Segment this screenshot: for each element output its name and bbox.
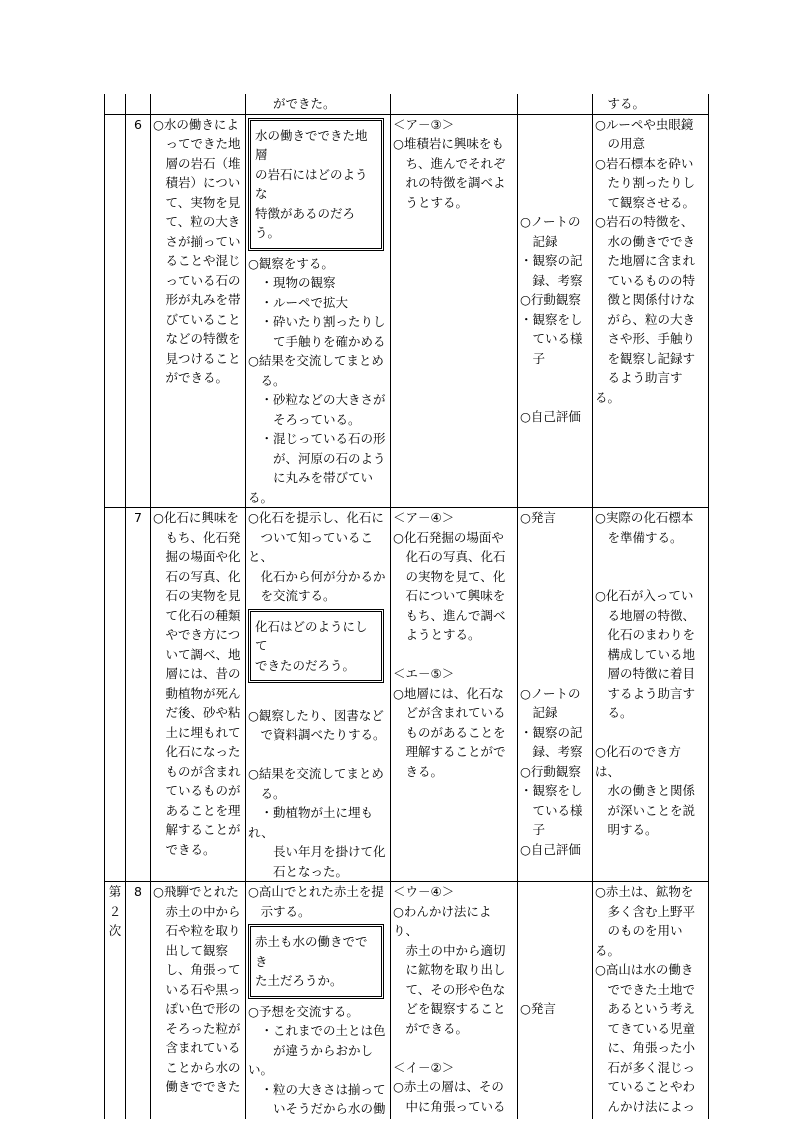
text-line: ち、進んでそれぞ — [393, 155, 506, 171]
text-line: た地層に含まれ — [595, 253, 696, 268]
text-line: て手触りを確かめる — [248, 333, 386, 349]
text-line: やでき方につ — [153, 627, 241, 642]
text-line: 子 — [520, 822, 546, 837]
text-line: に鉱物を取り出し — [393, 962, 506, 977]
text-line: 形が丸みを帯 — [153, 292, 241, 307]
text-line: いる石や黒っ — [153, 981, 241, 997]
text-line: ○岩石の特徴を、 — [595, 214, 694, 229]
text-line: ていることやわ — [595, 1079, 696, 1094]
text-line: ○自己評価 — [520, 841, 581, 857]
text-line: 明する。 — [595, 822, 658, 837]
blank-line — [520, 586, 588, 606]
text-line: ってできた地 — [153, 136, 241, 151]
blank-line — [248, 686, 386, 706]
text-line: ○発言 — [520, 510, 556, 525]
text-line: 徴と関係付けな — [595, 292, 696, 307]
lesson-plan-table — [104, 94, 709, 1119]
text-line: ・観察をし — [520, 783, 583, 798]
text-line: などの特徴を — [153, 331, 241, 346]
text-line: ○化石発掘の場面や — [393, 529, 504, 545]
text-line: が、河原の石のよう — [248, 450, 386, 466]
text-line: 記録 — [520, 233, 558, 249]
text-line: するよう助言す — [595, 685, 696, 701]
text-line: 長い年月を掛けて化 — [248, 844, 386, 859]
blank-line — [520, 941, 588, 961]
text-line: ○観察をする。 — [248, 255, 334, 271]
blank-line — [595, 547, 704, 567]
support-cell — [593, 882, 709, 1119]
text-line: ・混じっている石の形 — [248, 431, 386, 446]
text-line: ○発言 — [520, 1001, 556, 1016]
blank-line — [393, 645, 513, 665]
text-line: 石の写真、化 — [153, 568, 241, 584]
text-line: 積岩）につい — [153, 175, 241, 190]
text-line: ているものの特 — [595, 272, 696, 288]
text-line: 子 — [520, 350, 546, 366]
blank-line — [520, 368, 588, 388]
blank-line — [520, 115, 588, 135]
text-line: ・観察の記 — [520, 253, 583, 268]
text-line: ものが含まれ — [153, 763, 241, 779]
blank-line — [520, 134, 588, 154]
text-line: ぽい色で形の — [153, 1001, 241, 1016]
blank-line — [520, 193, 588, 213]
text-line: あるという考え — [595, 1001, 696, 1016]
text-line: ○岩石標本を砕い — [595, 155, 694, 171]
text-line: ○化石が入ってい — [595, 588, 694, 603]
text-line: もち、進んで調べ — [393, 607, 506, 623]
text-line: るよう助言する。 — [595, 370, 683, 405]
text-line: ＜ウ－④＞ — [393, 884, 455, 899]
text-line: ようとする。 — [393, 627, 481, 642]
text-line: 理解することがで — [393, 744, 506, 759]
phase-char: 次 — [108, 923, 122, 938]
blank-line — [520, 567, 588, 587]
text-line: びていること — [153, 311, 241, 327]
lesson-row — [105, 114, 709, 508]
viewpoint-cell — [391, 508, 518, 882]
blank-line — [520, 980, 588, 1000]
key-question-box — [248, 118, 384, 251]
text-line: て観察させる。 — [595, 194, 696, 210]
text-line: 層の特徴に着目 — [595, 666, 696, 681]
text-line: のものを用いる。 — [595, 923, 683, 958]
blank-line — [520, 173, 588, 193]
text-line: どが含まれている — [393, 705, 506, 720]
text-line: がら、粒の大き — [595, 311, 696, 327]
text-line: て化石の種類 — [153, 607, 241, 623]
text-line: だ後、砂や粘 — [153, 705, 241, 720]
text-line: ができる。 — [393, 1020, 469, 1036]
text-line: する。 — [595, 96, 646, 111]
question-line: の岩石にはどのような — [255, 166, 368, 201]
text-line: 石の実物を見 — [153, 588, 241, 603]
blank-line — [595, 723, 704, 743]
text-line: さや形、手触り — [595, 331, 696, 346]
text-line: うとする。 — [393, 194, 469, 210]
text-line: 中に角張っている — [393, 1098, 506, 1114]
text-line: いて調べ、地 — [153, 646, 241, 662]
text-line: が違うからおかしい。 — [248, 1042, 374, 1077]
blank-line — [520, 902, 588, 922]
text-line: が深いことを説 — [595, 802, 696, 818]
text-line: る。 — [248, 372, 286, 388]
text-line: 層には、昔の — [153, 666, 241, 681]
text-line: んかけ法によっ — [595, 1098, 696, 1114]
text-line: て、実物を見 — [153, 194, 241, 210]
viewpoint-cell — [391, 882, 518, 1119]
text-line: ○高山でとれた赤土を提 — [248, 884, 384, 899]
aims-cell — [151, 882, 246, 1119]
support-cell — [593, 94, 709, 114]
text-line: 含まれている — [153, 1040, 241, 1055]
text-line: ○赤土は、鉱物を — [595, 884, 694, 899]
text-line: ついて知っていること、 — [248, 529, 374, 564]
text-line: 水の働きと関係 — [595, 783, 696, 798]
text-line: もち、化石発 — [153, 529, 241, 545]
blank-line — [248, 745, 386, 765]
text-line: ○ノートの — [520, 685, 581, 701]
phase-char: ２ — [108, 903, 122, 919]
text-line: に丸みを帯びている。 — [248, 470, 374, 505]
lesson-number-cell: 8 — [126, 882, 151, 1119]
text-line: 土に埋もれて — [153, 724, 241, 740]
text-line: きる。 — [393, 763, 444, 779]
text-line: ている様 — [520, 331, 583, 346]
text-line: れの特徴を調べよ — [393, 175, 506, 190]
support-cell — [593, 508, 709, 882]
text-line: 出して観察 — [153, 942, 229, 958]
text-line: ○予想を交流する。 — [248, 1003, 359, 1019]
text-line: 働きでできた — [153, 1079, 241, 1094]
text-line: 化石になった — [153, 744, 241, 759]
text-line: ○高山は水の働き — [595, 962, 694, 977]
text-line: ○化石のでき方は、 — [595, 744, 681, 779]
viewpoint-cell — [391, 94, 518, 114]
phase-char: 第 — [108, 884, 122, 899]
text-line: 多く含む上野平 — [595, 903, 696, 919]
aims-cell — [151, 94, 246, 114]
text-line: る。 — [595, 705, 633, 720]
blank-line — [595, 567, 704, 587]
text-line: ができる。 — [153, 370, 229, 385]
text-line: 化石のまわりを — [595, 627, 696, 642]
question-line: 特徴があるのだろう。 — [255, 205, 356, 240]
text-line: ＜ア－③＞ — [393, 116, 455, 132]
text-line: し、角張って — [153, 962, 241, 977]
blank-line — [520, 882, 588, 902]
aims-cell — [151, 508, 246, 882]
blank-line — [520, 664, 588, 684]
text-line: ○行動観察 — [520, 763, 581, 779]
activities-cell — [246, 94, 391, 114]
text-line: てきている児童 — [595, 1020, 696, 1036]
text-line: ○実際の化石標本 — [595, 510, 694, 525]
evaluation-cell — [518, 94, 593, 114]
text-line: ・観察の記 — [520, 724, 583, 740]
lesson-row — [105, 882, 709, 1119]
text-line: を観察し記録す — [595, 350, 696, 366]
blank-line — [520, 625, 588, 645]
text-line: ○赤土の層は、その — [393, 1079, 504, 1094]
text-line: ・観察をし — [520, 311, 583, 327]
text-line: ているものが — [153, 783, 241, 798]
text-line: ○飛騨でとれた — [153, 884, 239, 899]
text-line: ・これまでの土とは色 — [248, 1023, 386, 1038]
text-line: を準備する。 — [595, 529, 683, 545]
text-line: どを観察すること — [393, 1001, 506, 1016]
text-line: の実物を見て、化 — [393, 568, 506, 584]
text-line: あることを理 — [153, 802, 241, 818]
text-line: でできた土地で — [595, 981, 696, 997]
phase-cell — [105, 508, 126, 882]
blank-line — [520, 606, 588, 626]
text-line: ・粒の大きさは揃って — [248, 1081, 386, 1097]
text-line: ○結果を交流してまとめ — [248, 766, 384, 781]
text-line: ことから水の — [153, 1059, 241, 1075]
key-question-box — [248, 924, 384, 999]
blank-line — [393, 1038, 513, 1058]
text-line: 示する。 — [248, 903, 311, 919]
text-line: そろった粒が — [153, 1020, 241, 1036]
text-line: ・砂粒などの大きさが — [248, 392, 386, 407]
text-line: て、粒の大き — [153, 214, 241, 229]
text-line: たり割ったりし — [595, 175, 696, 190]
text-line: 動植物が死ん — [153, 685, 241, 701]
text-line: 石となった。 — [248, 863, 349, 879]
text-line: る地層の特徴、 — [595, 607, 696, 623]
key-question-box — [248, 609, 384, 684]
text-line: ができた。 — [248, 96, 336, 111]
text-line: 構成している地 — [595, 646, 696, 662]
text-line: て、その形や色な — [393, 981, 506, 997]
text-line: 石や粒を取り — [153, 923, 241, 938]
text-line: ○水の働きによ — [153, 116, 239, 132]
support-cell — [593, 114, 709, 508]
evaluation-cell — [518, 882, 593, 1119]
activities-cell — [246, 882, 391, 1119]
text-line: で資料調べたりする。 — [248, 727, 386, 742]
text-line: 解することが — [153, 822, 241, 837]
text-line: 石が多く混じっ — [595, 1059, 696, 1075]
activities-cell — [246, 508, 391, 882]
blank-line — [520, 528, 588, 548]
text-line: 録、考察 — [520, 744, 583, 759]
question-line: できたのだろう。 — [255, 657, 356, 673]
text-line: ○自己評価 — [520, 409, 581, 424]
text-line: ＜イ－②＞ — [393, 1059, 455, 1075]
lesson-row — [105, 94, 709, 114]
phase-cell — [105, 882, 126, 1119]
text-line: ○行動観察 — [520, 292, 581, 307]
text-line: 赤土の中から適切 — [393, 942, 506, 958]
text-line: ○観察したり、図書など — [248, 707, 384, 723]
text-line: ることや混じ — [153, 253, 241, 268]
question-line: 化石はどのようにして — [255, 618, 368, 653]
text-line: 赤土の中から — [153, 903, 241, 919]
text-line: 水の働きででき — [595, 233, 696, 249]
blank-line — [520, 547, 588, 567]
text-line: 録、考察 — [520, 272, 583, 288]
aims-cell — [151, 114, 246, 508]
text-line: ○化石を提示し、化石に — [248, 510, 384, 525]
text-line: ・動植物が土に埋もれ、 — [248, 805, 374, 840]
text-line: さが揃ってい — [153, 233, 241, 249]
text-line: ○結果を交流してまとめ — [248, 353, 384, 368]
text-line: できる。 — [153, 841, 216, 857]
text-line: そろっている。 — [248, 411, 361, 427]
text-line: 掘の場面や化 — [153, 549, 241, 564]
text-line: ・現物の観察 — [248, 275, 336, 290]
text-line: 見つけること — [153, 350, 241, 366]
text-line: ・ルーペで拡大 — [248, 294, 349, 310]
blank-line — [520, 645, 588, 665]
text-line: ○ノートの — [520, 214, 581, 229]
blank-line — [520, 154, 588, 174]
text-line: ○ルーペや虫眼鏡 — [595, 116, 694, 132]
text-line: ＜エ－⑤＞ — [393, 666, 455, 681]
text-line: ○わんかけ法により、 — [393, 903, 492, 938]
blank-line — [520, 921, 588, 941]
lesson-number-cell: 6 — [126, 114, 151, 508]
text-line: いそうだから水の働 — [248, 1101, 386, 1116]
text-line: の用意 — [595, 136, 646, 151]
text-line: 化石から何が分かるか — [248, 568, 386, 584]
evaluation-cell — [518, 508, 593, 882]
phase-cell — [105, 94, 126, 114]
question-line: た土だろうか。 — [255, 973, 343, 988]
text-line: ○地層には、化石な — [393, 685, 504, 701]
activities-cell — [246, 114, 391, 508]
text-line: 石について興味を — [393, 588, 506, 603]
lesson-row — [105, 508, 709, 882]
lesson-number-cell — [126, 94, 151, 114]
text-line: ものがあることを — [393, 724, 506, 740]
text-line: に、角張った小 — [595, 1040, 696, 1055]
text-line: ている様 — [520, 802, 583, 818]
text-line: 化石の写真、化石 — [393, 549, 506, 564]
text-line: っている石の — [153, 272, 241, 288]
text-line: ○化石に興味を — [153, 510, 239, 525]
blank-line — [520, 388, 588, 408]
text-line: ＜ア－④＞ — [393, 510, 455, 525]
text-line: を交流する。 — [248, 588, 336, 603]
question-line: 水の働きでできた地層 — [255, 127, 368, 162]
lesson-number-cell: 7 — [126, 508, 151, 882]
text-line: 層の岩石（堆 — [153, 155, 241, 171]
text-line: 記録 — [520, 705, 558, 720]
question-line: 赤土も水の働きででき — [255, 934, 368, 969]
text-line: る。 — [248, 785, 286, 801]
viewpoint-cell — [391, 114, 518, 508]
evaluation-cell — [518, 114, 593, 508]
phase-cell — [105, 114, 126, 508]
blank-line — [520, 960, 588, 980]
text-line: ○堆積岩に興味をも — [393, 136, 504, 151]
text-line: ・砕いたり割ったりし — [248, 314, 386, 329]
